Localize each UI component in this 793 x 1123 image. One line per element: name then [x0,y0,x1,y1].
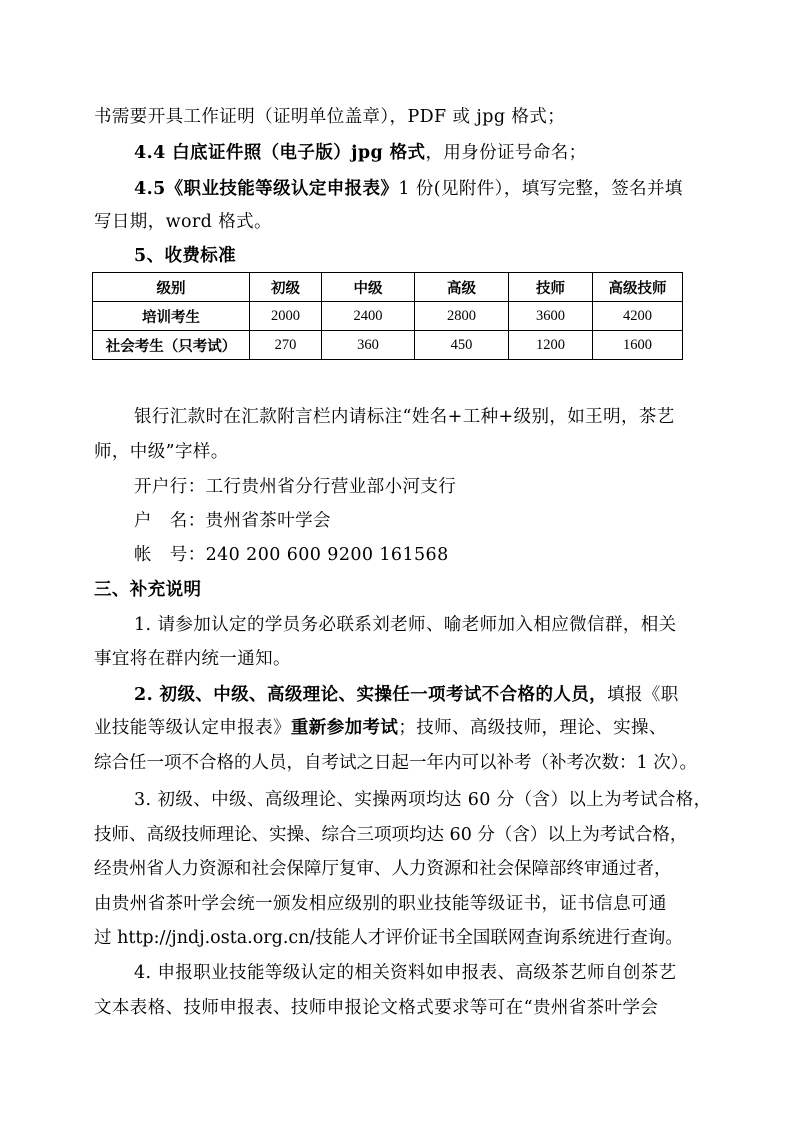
bank-note-line [134,405,675,429]
bank-note-line [94,440,229,464]
fee-table-header-cell: 中级 [322,273,415,302]
paragraph-text: 由贵州省茶叶学会统一颁发相应级别的职业技能等级证书，证书信息可通 [94,894,667,914]
fee-table-cell: 270 [250,331,322,360]
fee-standard-title: 5、收费标准 [134,246,237,266]
account-number-text: 帐 号：240 200 600 9200 161568 [134,545,449,565]
fee-table-header-cell: 初级 [250,273,322,302]
fee-table-row-label: 社会考生（只考试） [93,331,250,360]
paragraph-line [94,926,683,950]
fee-table-row [93,331,683,360]
paragraph-bold-text: 重新参加考试 [290,718,399,738]
paragraph-line [94,823,687,847]
requirement-4-5-text: 1 份(见附件），填写完整，签名并填 [398,179,683,199]
paragraph-bold-text: 2. 初级、中级、高级理论、实操任一项考试不合格的人员， [134,685,608,705]
paragraph-text: 填报《职 [607,685,679,705]
fee-table-cell: 3600 [509,302,593,331]
fee-table-row-label: 培训考生 [93,302,250,331]
paragraph-text: 过 http://jndj.osta.org.cn/技能人才评价证书全国联网查询系统进行查询。 [94,928,683,948]
paragraph-line [94,857,672,881]
paragraph-text: 事宜将在群内统一通知。 [94,649,291,669]
fee-table-header-cell: 高级 [415,273,509,302]
fee-table-cell: 1600 [593,331,683,360]
bank-note-text: 师，中级”字样。 [94,442,229,462]
fee-table-cell: 2800 [415,302,509,331]
requirement-line-continued [94,105,565,129]
bank-name-text: 开户行：工行贵州省分行营业部小河支行 [134,477,457,497]
fee-table-header-cell: 高级技师 [593,273,683,302]
requirement-4-4-title: 4.4 白底证件照（电子版）jpg 格式 [134,143,426,163]
fee-table [92,272,683,360]
paragraph-line [134,788,712,812]
requirement-4-4 [134,141,587,165]
fee-table-cell: 1200 [509,331,593,360]
section-heading [94,578,201,602]
fee-standard-heading [134,244,236,268]
section-heading-text: 三、补充说明 [94,580,202,600]
requirement-4-4-text: ，用身份证号命名； [425,143,587,163]
paragraph-line [94,892,667,916]
paragraph-line [134,613,677,637]
bank-note-text: 银行汇款时在汇款附言栏内请标注“姓名+工种+级别，如王明，茶艺 [134,407,675,427]
paragraph-text: 3. 初级、中级、高级理论、实操两项均达 60 分（含）以上为考试合格， [134,790,712,810]
fee-table-header-row [93,273,683,302]
paragraph-text: ；技师、高级技师，理论、实操、 [398,718,667,738]
bank-name-line [134,475,456,499]
paragraph-text: 1. 请参加认定的学员务必联系刘老师、喻老师加入相应微信群，相关 [134,615,677,635]
paragraph-text: 综合任一项不合格的人员，自考试之日起一年内可以补考（补考次数：1 次）。 [94,753,697,773]
requirement-4-5 [134,177,683,201]
requirement-4-5-title: 4.5《职业技能等级认定申报表》 [134,179,399,199]
fee-table-header-cell: 级别 [93,273,250,302]
fee-table-header-cell: 技师 [509,273,593,302]
paragraph-line [134,683,679,707]
paragraph-text: 技师、高级技师理论、实操、综合三项项均达 60 分（含）以上为考试合格， [94,825,688,845]
paragraph-line [94,996,658,1020]
paragraph-text: 业技能等级认定申报表》 [94,718,291,738]
fee-table-cell: 450 [415,331,509,360]
fee-table-cell: 2000 [250,302,322,331]
paragraph-text: 经贵州省人力资源和社会保障厅复审、人力资源和社会保障部终审通过者， [94,859,672,879]
paragraph-text: 文本表格、技师申报表、技师申报论文格式要求等可在“贵州省茶叶学会 [94,998,659,1018]
requirement-4-5-continued [94,210,272,234]
fee-table-cell: 360 [322,331,415,360]
account-number-line [134,543,449,567]
fee-table-cell: 2400 [322,302,415,331]
fee-table-row [93,302,683,331]
fee-table-cell: 4200 [593,302,683,331]
paragraph-text: 4. 申报职业技能等级认定的相关资料如申报表、高级茶艺师自创茶艺 [134,963,677,983]
account-holder-line [134,509,331,533]
paragraph-line [94,751,697,775]
paragraph-line [134,961,677,985]
paragraph-line [94,716,667,740]
account-holder-text: 户 名：贵州省茶叶学会 [134,511,331,531]
paragraph-line [94,647,291,671]
requirement-text: 书需要开具工作证明（证明单位盖章），PDF 或 jpg 格式； [94,107,566,127]
requirement-4-5-text-cont: 写日期，word 格式。 [94,212,272,232]
